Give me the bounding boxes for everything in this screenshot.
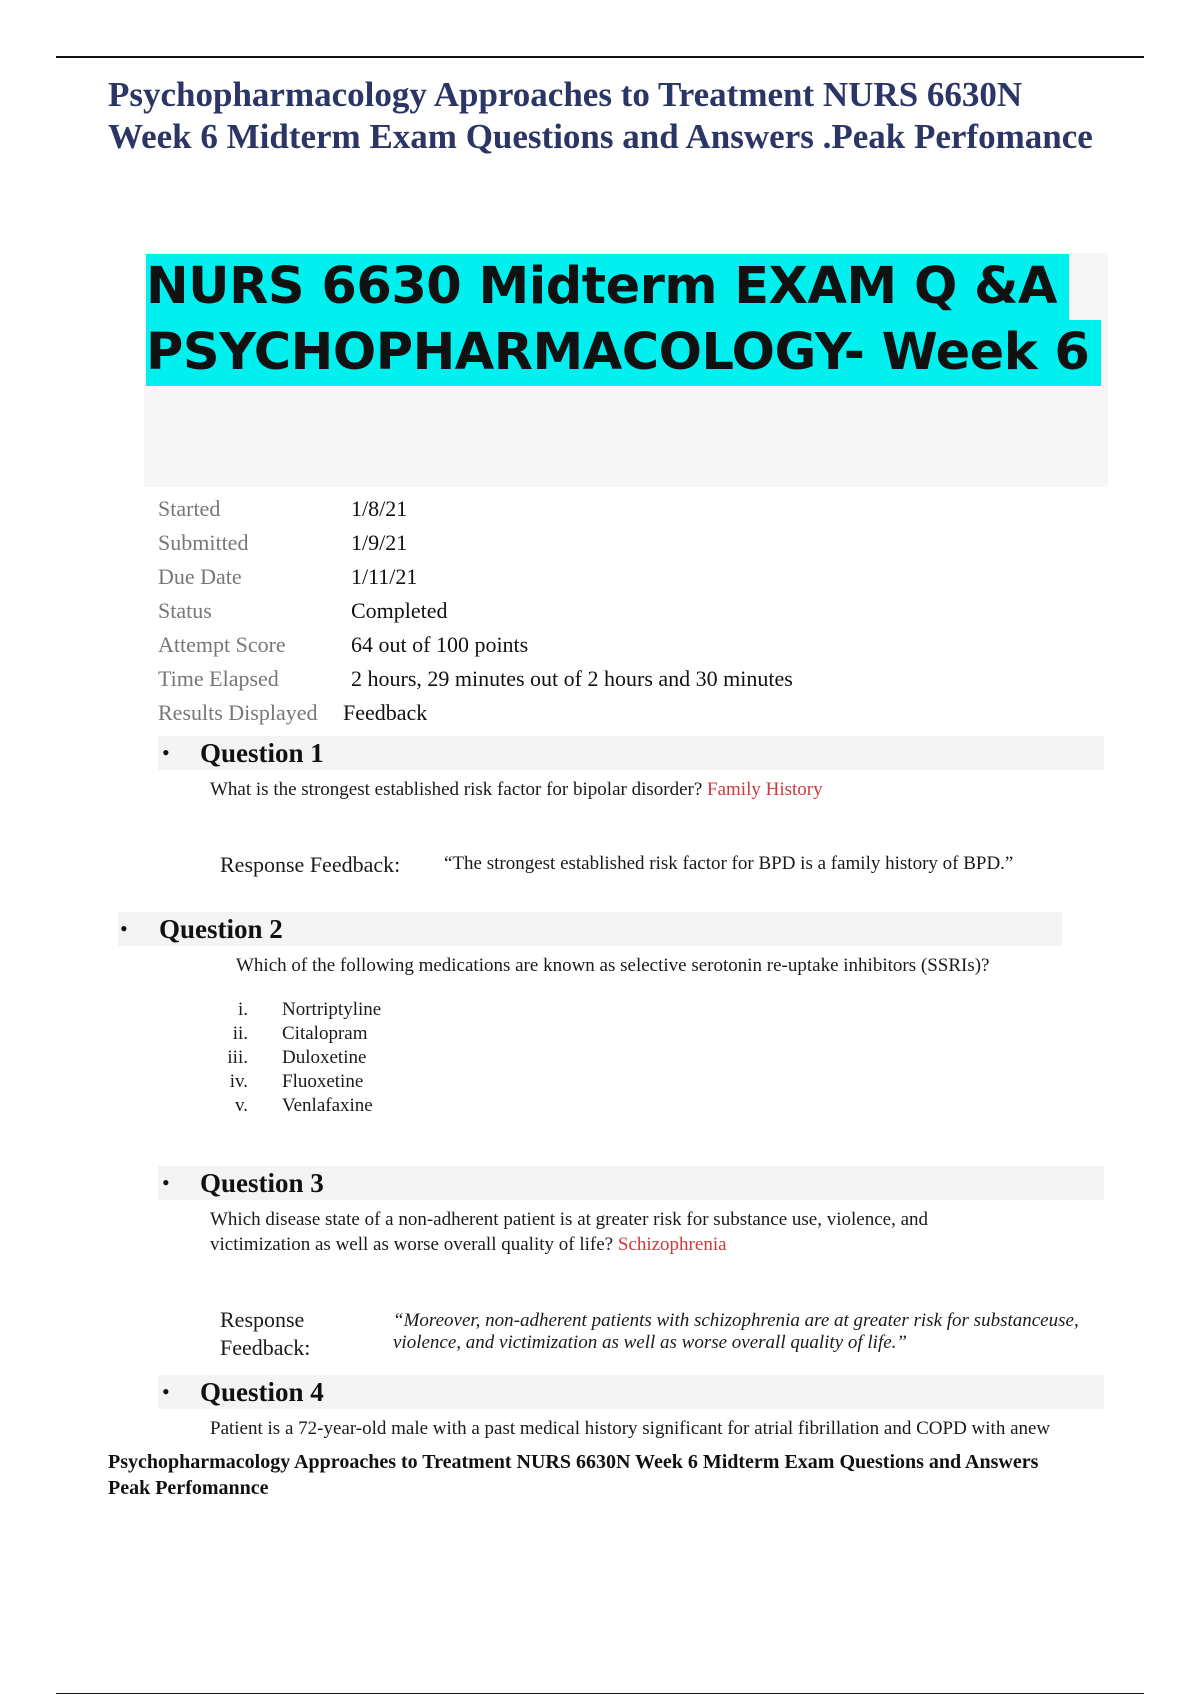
attempt-value: 1/9/21 xyxy=(351,530,408,555)
bottom-rule xyxy=(56,1693,1144,1694)
option-text: Fluoxetine xyxy=(282,1071,364,1092)
attempt-label: Time Elapsed xyxy=(158,666,279,691)
attempt-value: 2 hours, 29 minutes out of 2 hours and 30 minutes xyxy=(351,666,793,691)
question-2-title: Question 2 xyxy=(159,914,283,944)
option-text: Venlafaxine xyxy=(282,1095,373,1116)
question-4-title: Question 4 xyxy=(200,1377,324,1407)
bullet-icon: • xyxy=(162,1379,170,1404)
attempt-value: 1/8/21 xyxy=(351,496,408,521)
question-1-text xyxy=(210,777,823,802)
feedback-label-line-1: Response xyxy=(220,1307,305,1332)
question-1-prompt: What is the strongest established risk factor for bipolar disorder? xyxy=(210,779,703,800)
banner-line-2: PSYCHOPHARMACOLOGY- Week 6 xyxy=(146,320,1101,386)
page-footer xyxy=(108,1449,1168,1501)
question-3-prompt-line-1: Which disease state of a non-adherent patient is at greater risk for substance use, violence, and xyxy=(210,1209,929,1230)
question-3-text xyxy=(210,1207,928,1257)
bullet-icon: • xyxy=(120,916,128,941)
question-2-text: Which of the following medications are known as selective serotonin re-uptake inhibitors (SSRIs)? xyxy=(236,955,990,976)
attempt-label: Status xyxy=(158,598,212,623)
question-1-answer: Family History xyxy=(707,779,823,800)
option-number: iii. xyxy=(227,1047,248,1068)
question-1-title: Question 1 xyxy=(200,738,324,768)
attempt-label: Started xyxy=(158,496,221,521)
attempt-label: Due Date xyxy=(158,564,242,589)
attempt-value: 64 out of 100 points xyxy=(351,632,529,657)
option-text: Citalopram xyxy=(282,1023,368,1044)
option-number: ii. xyxy=(232,1023,248,1044)
option-number: v. xyxy=(234,1095,248,1116)
question-4-text: Patient is a 72-year-old male with a past medical history significant for atrial fibrillation and COPD with anew xyxy=(210,1418,1051,1439)
attempt-value: Feedback xyxy=(343,700,428,725)
feedback-line-1: “Moreover, non-adherent patients with schizophrenia are at greater risk for substanceuse, xyxy=(393,1310,1079,1331)
bullet-icon: • xyxy=(162,740,170,765)
attempt-label: Submitted xyxy=(158,530,249,555)
attempt-value: Completed xyxy=(351,598,448,623)
top-rule xyxy=(56,56,1144,58)
banner-line-1: NURS 6630 Midterm EXAM Q &A xyxy=(146,254,1069,320)
attempt-label: Attempt Score xyxy=(158,632,286,657)
option-text: Nortriptyline xyxy=(282,999,382,1020)
footer-line-2: Peak Perfomannce xyxy=(108,1477,269,1499)
question-1-feedback: “The strongest established risk factor for BPD is a family history of BPD.” xyxy=(444,853,1014,874)
feedback-line-2: violence, and victimization as well as worse overall quality of life.” xyxy=(393,1332,907,1353)
bullet-icon: • xyxy=(162,1170,170,1195)
question-1-feedback-label: Response Feedback: xyxy=(220,852,401,877)
option-number: iv. xyxy=(229,1071,248,1092)
footer-line-1: Psychopharmacology Approaches to Treatment NURS 6630N Week 6 Midterm Exam Questions and Answers xyxy=(108,1451,1039,1473)
attempt-value: 1/11/21 xyxy=(351,564,418,589)
document-title: Psychopharmacology Approaches to Treatment NURS 6630N Week 6 Midterm Exam Questions and Answers .Peak Perfomance xyxy=(108,75,1093,156)
exam-banner xyxy=(146,254,1101,386)
attempt-label: Results Displayed xyxy=(158,700,318,725)
feedback-label-line-2: Feedback: xyxy=(220,1335,311,1360)
question-3-feedback xyxy=(393,1310,1079,1354)
question-3-prompt-line-2: victimization as well as worse overall quality of life? xyxy=(210,1234,614,1255)
question-3-answer: Schizophrenia xyxy=(617,1234,727,1255)
option-number: i. xyxy=(237,999,248,1020)
option-text: Duloxetine xyxy=(282,1047,367,1068)
question-3-title: Question 3 xyxy=(200,1168,324,1198)
question-3-feedback-label xyxy=(220,1306,310,1362)
